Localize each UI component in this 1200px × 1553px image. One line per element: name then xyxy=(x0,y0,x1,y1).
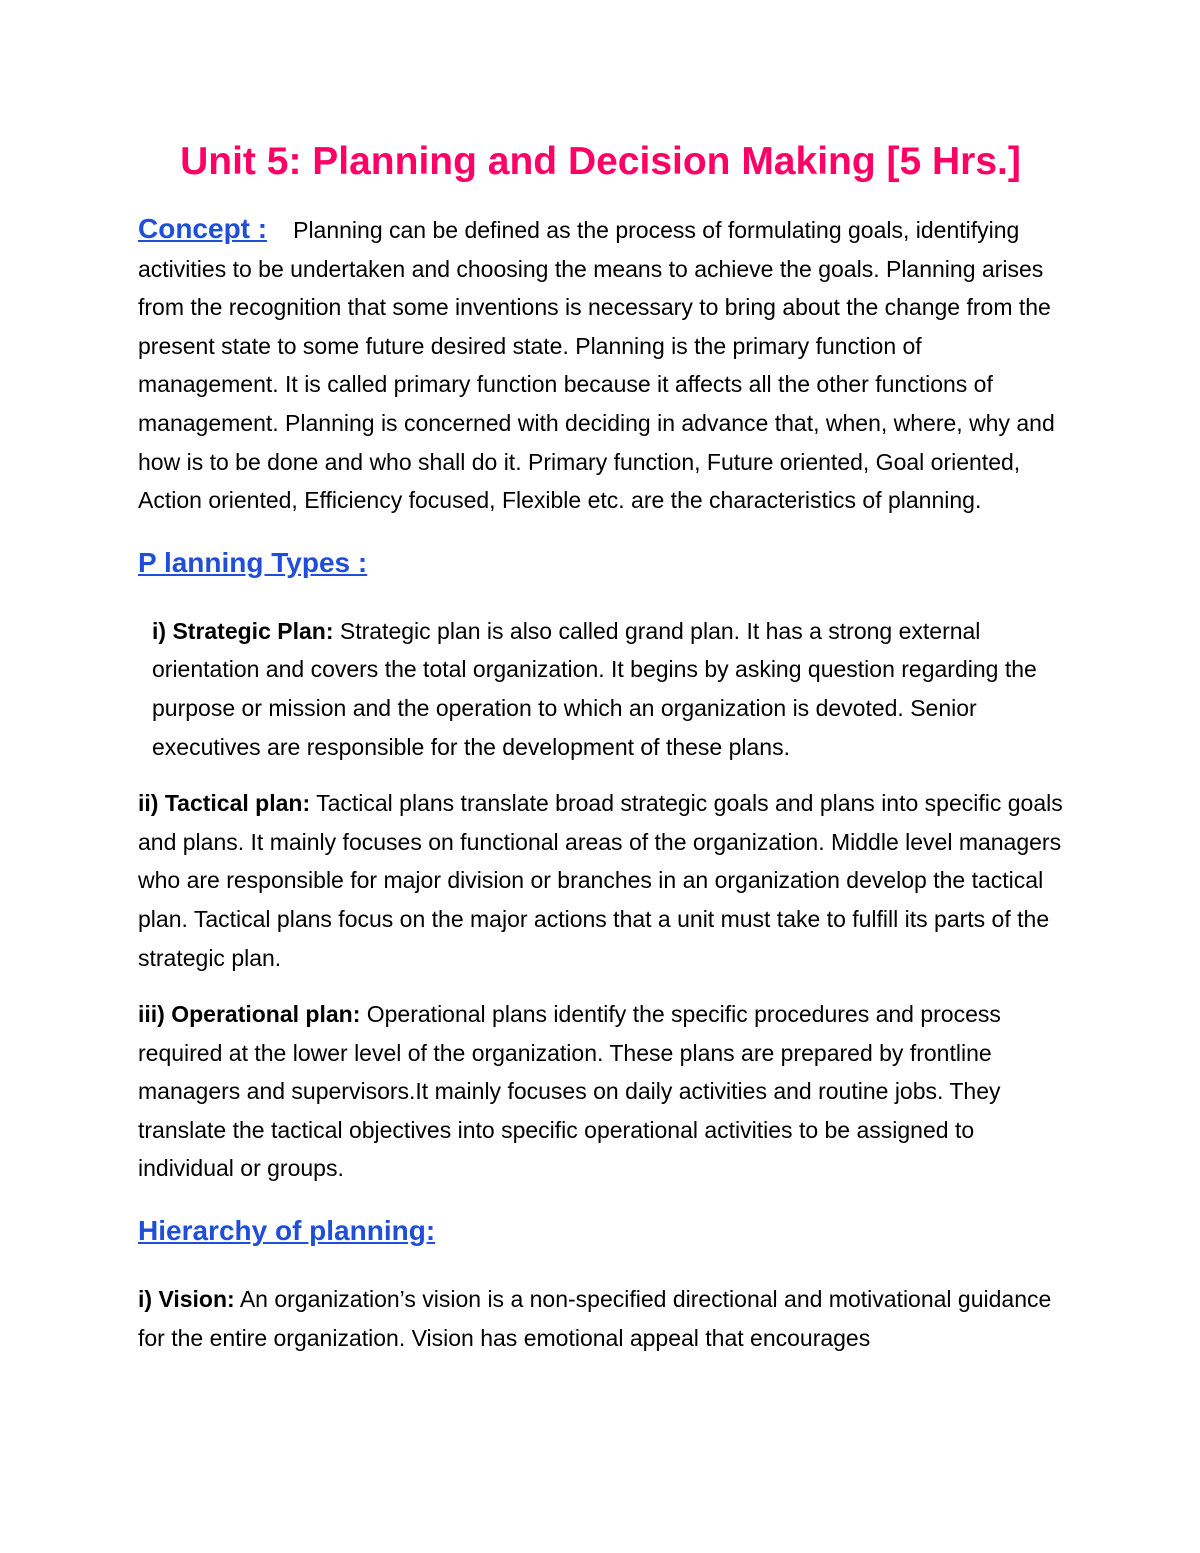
concept-text: Planning can be defined as the process of formulating goals, identifying activities to be undertaken and choosing the means to achieve the goals. Planning arises from the recognition that some inventions is necessary to bring about the change from the present state to some future desired state. Planning is the primary function of management. It is called primary function because it affects all the other functions of management. Planning is concerned with deciding in advance that, when, where, why and how is to be done and who shall do it. Primary function, Future oriented, Goal oriented, Action oriented, Efficiency focused, Flexible etc. are the characteristics of planning. xyxy=(138,217,1055,514)
operational-plan-text: Operational plans identify the specific procedures and process required at the lower level of the organization. These plans are prepared by frontline managers and supervisors.It mainly focuses on daily activities and routine jobs. They translate the tactical objectives into specific operational activities to be assigned to individual or groups. xyxy=(138,1001,1001,1182)
vision-text: An organization’s vision is a non-specified directional and motivational guidance for the entire organization. Vision has emotional appeal that encourages xyxy=(138,1286,1052,1351)
operational-plan-paragraph xyxy=(138,995,1063,1188)
operational-plan-label: iii) Operational plan: xyxy=(138,1001,361,1028)
tactical-plan-paragraph xyxy=(138,784,1063,977)
tactical-plan-label: ii) Tactical plan: xyxy=(138,790,311,817)
strategic-plan-label: i) Strategic Plan: xyxy=(152,617,334,644)
concept-paragraph xyxy=(138,210,1063,520)
vision-paragraph xyxy=(138,1280,1063,1357)
planning-types-heading: P lanning Types : xyxy=(138,546,368,578)
vision-label: i) Vision: xyxy=(138,1286,235,1313)
concept-label: Concept : xyxy=(138,213,268,244)
hierarchy-heading: Hierarchy of planning: xyxy=(138,1215,436,1247)
document-page xyxy=(138,140,1063,1375)
page-title: Unit 5: Planning and Decision Making [5 Hrs.] xyxy=(180,140,1021,183)
strategic-plan-text: Strategic plan is also called grand plan. It has a strong external orientation and covers the total organization. It begins by asking question regarding the purpose or mission and the operation to which an organization is devoted. Senior executives are responsible for the development of these plans. xyxy=(152,617,1037,760)
tactical-plan-text: Tactical plans translate broad strategic goals and plans into specific goals and plans. It mainly focuses on functional areas of the organization. Middle level managers who are responsible for major division or branches in an organization develop the tactical plan. Tactical plans focus on the major actions that a unit must take to fulfill its parts of the strategic plan. xyxy=(138,790,1063,971)
strategic-plan-paragraph xyxy=(138,612,1063,766)
